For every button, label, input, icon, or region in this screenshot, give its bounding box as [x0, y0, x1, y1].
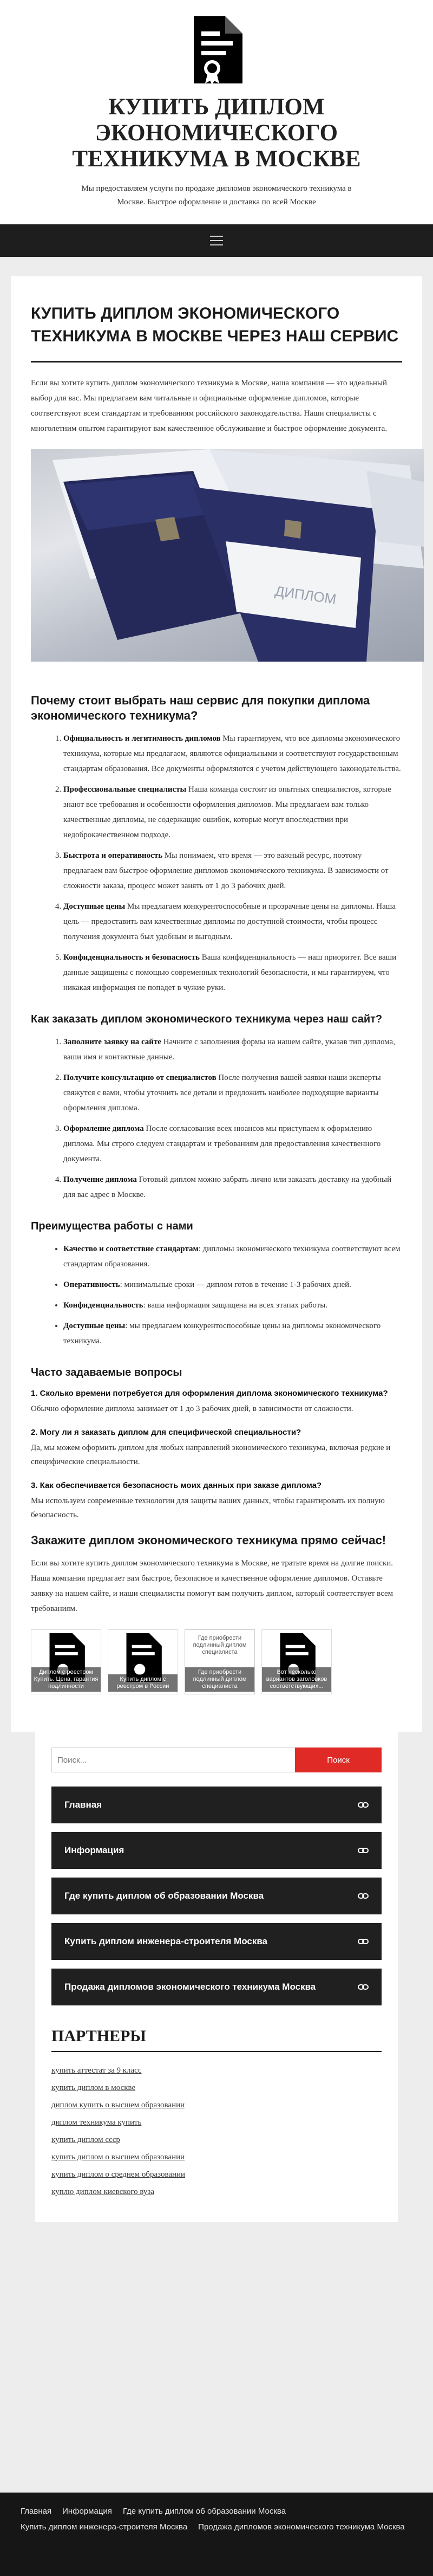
footer-nav — [21, 2507, 412, 2532]
list-item — [51, 2096, 382, 2114]
partner-link[interactable]: диплом техникума купить — [51, 2118, 142, 2127]
list-item: • Конфиденциальность: ваша информация защищена на всех этапах работы. — [63, 1298, 402, 1313]
partner-link[interactable]: купить аттестат за 9 класс — [51, 2066, 142, 2075]
faq-question: 1. Сколько времени потребуется для оформления диплома экономического техникума? — [31, 1389, 388, 1398]
sidebar — [35, 1732, 398, 2222]
list-item — [51, 2183, 382, 2200]
search-button[interactable]: Поиск — [295, 1747, 382, 1772]
card-caption: Купить диплом с реестром в России — [108, 1674, 178, 1692]
search-input[interactable] — [51, 1747, 295, 1772]
list-item: 1. Заполните заявку на сайте Начните с заполнения формы на нашем сайте, указав тип диплома, ваши имя и контактные данные. — [63, 1034, 402, 1065]
list-item: 4. Доступные цены Мы предлагаем конкурентоспособные и прозрачные цены на дипломы. Наша цель — предоставить вам качественные дипломы по доступной стоимости, чтобы процесс получения документа был удобным и выгодным. — [63, 899, 402, 944]
sidebar-item-info[interactable] — [51, 1832, 382, 1869]
faq-question: 3. Как обеспечивается безопасность моих данных при заказе диплома? — [31, 1481, 322, 1490]
sidebar-item-label: Информация — [64, 1845, 124, 1855]
search-form — [51, 1747, 382, 1772]
related-cards — [31, 1629, 402, 1694]
list-item — [51, 2114, 382, 2131]
faq-heading: Часто задаваемые вопросы — [31, 1367, 182, 1378]
link-icon — [358, 1984, 369, 1990]
menu-toggle-icon[interactable] — [210, 236, 223, 245]
list-item — [51, 2079, 382, 2096]
order-list — [31, 1034, 402, 1202]
footer-link-where-to-buy[interactable]: Где купить диплом об образовании Москва — [122, 2507, 286, 2516]
partner-link[interactable]: куплю диплом киевского вуза — [51, 2187, 155, 2196]
title-divider — [31, 361, 402, 363]
card-caption: Где приобрести подлинный диплом специалиста — [193, 1635, 247, 1655]
benefits-list — [31, 1241, 402, 1349]
partners-title: ПАРТНЕРЫ — [51, 2027, 146, 2045]
faq-answer: Да, мы можем оформить диплом для любых направлений экономического техникума, включая редкие и специфические специальности. — [31, 1444, 391, 1466]
site-description: Мы предоставляем услуги по продаже дипломов экономического техникума в Москве. Быстрое оформление и доставка по всей Москве — [81, 184, 352, 206]
article-title: КУПИТЬ ДИПЛОМ ЭКОНОМИЧЕСКОГО ТЕХНИКУМА В МОСКВЕ ЧЕРЕЗ НАШ СЕРВИС — [31, 305, 399, 345]
sidebar-item-engineer[interactable] — [51, 1923, 382, 1960]
list-item: 5. Конфиденциальность и безопасность Ваша конфиденциальность — наш приоритет. Все ваши данные защищены с помощью современных технологий безопасности, и мы гарантируем, что никакая информация не попадет в чужие руки. — [63, 950, 402, 995]
site-header — [0, 0, 433, 224]
faq-item — [31, 1480, 402, 1522]
list-item: 3. Оформление диплома После согласования всех нюансов мы приступаем к оформлению диплома. Мы строго следуем стандартам и требованиям для предоставления качественного документа. — [63, 1121, 402, 1167]
partner-link[interactable]: купить диплом о среднем образовании — [51, 2170, 186, 2179]
card-caption: Вот несколько вариантов заголовков соответствующих... — [262, 1667, 331, 1692]
list-item: 4. Получение диплома Готовый диплом можно забрать лично или заказать доставку на удобный для вас адрес в Москве. — [63, 1172, 402, 1202]
list-item: • Качество и соответствие стандартам: дипломы экономического техникума соответствуют всем стандартам образования. — [63, 1241, 402, 1272]
footer-link-engineer[interactable]: Купить диплом инженера-строителя Москва — [21, 2522, 188, 2532]
list-item — [51, 2148, 382, 2166]
related-card[interactable] — [31, 1629, 101, 1694]
faq-item — [31, 1388, 402, 1416]
sidebar-item-label: Купить диплом инженера-строителя Москва — [64, 1936, 268, 1946]
diploma-photo-illustration — [31, 449, 424, 662]
link-icon — [358, 1938, 369, 1945]
content-wrap — [0, 257, 433, 2222]
sidebar-item-home[interactable] — [51, 1787, 382, 1823]
partner-link[interactable]: купить диплом ссср — [51, 2135, 120, 2144]
list-item: 1. Официальность и легитимность дипломов Мы гарантируем, что все дипломы экономического техникума, которые мы предлагаем, являются официальными и соответствуют государственным стандартам образования. Все документы оформляются с учетом действующего законодательства. — [63, 731, 402, 776]
link-icon — [358, 1802, 369, 1808]
faq-question: 2. Могу ли я заказать диплом для специфической специальности? — [31, 1428, 301, 1437]
list-item: • Оперативность: минимальные сроки — диплом готов в течение 1-3 рабочих дней. — [63, 1277, 402, 1292]
hero-diploma-photo — [31, 449, 424, 662]
benefits-heading: Преимущества работы с нами — [31, 1220, 193, 1232]
why-heading: Почему стоит выбрать наш сервис для покупки диплома экономического техникума? — [31, 694, 370, 722]
sidebar-item-label: Продажа дипломов экономического техникума Москва — [64, 1982, 316, 1992]
site-footer — [0, 2493, 433, 2576]
faq-answer: Мы используем современные технологии для защиты ваших данных, чтобы гарантировать их полную безопасность. — [31, 1497, 385, 1519]
footer-link-info[interactable]: Информация — [62, 2507, 112, 2516]
svg-text:ДИПЛОМ: ДИПЛОМ — [274, 582, 338, 607]
list-item: 2. Профессиональные специалисты Наша команда состоит из опытных специалистов, которые знают все требования и особенности оформления дипломов. Мы предлагаем вам только качественные дипломы, не содержащие ошибок, которые могут впоследствии при недоброкачественном подходе. — [63, 782, 402, 843]
partners-divider — [51, 2051, 382, 2052]
sidebar-item-label: Где купить диплом об образовании Москва — [64, 1891, 264, 1901]
faq-item — [31, 1427, 402, 1469]
partner-link[interactable]: купить диплом о высшем образовании — [51, 2153, 185, 2161]
list-item — [51, 2166, 382, 2183]
nav-bar — [0, 224, 433, 257]
list-item: 2. Получите консультацию от специалистов После получения вашей заявки наши эксперты свяжутся с вами, чтобы уточнить все детали и предложить наиболее подходящие варианты оформления диплома. — [63, 1070, 402, 1116]
list-item: 3. Быстрота и оперативность Мы понимаем, что время — это важный ресурс, поэтому предлагаем вам быстрое оформление дипломов экономического техникума. В зависимости от сложности заказа, процесс может занять от 1 до 3 рабочих дней. — [63, 848, 402, 894]
partner-link[interactable]: купить диплом в москве — [51, 2083, 136, 2092]
link-icon — [358, 1847, 369, 1854]
related-card[interactable] — [108, 1629, 178, 1694]
why-list — [31, 731, 402, 995]
partners-list — [51, 2062, 382, 2200]
sidebar-item-where-to-buy[interactable] — [51, 1878, 382, 1914]
intro-paragraph: Если вы хотите купить диплом экономического техникума в Москве, наша компания — это идеальный выбор для вас. Мы предлагаем вам читальные и официальные оформление дипломов, которые соответствуют всем стандартам и требованиям российского законодательства. Наши специалисты с многолетним опытом гарантируют вам качественное обслуживание и быстрое оформление документа. — [31, 379, 388, 433]
sidebar-item-sales[interactable] — [51, 1969, 382, 2005]
footer-link-home[interactable]: Главная — [21, 2507, 52, 2516]
sidebar-item-label: Главная — [64, 1800, 102, 1810]
order-heading: Как заказать диплом экономического техникума через наш сайт? — [31, 1013, 383, 1025]
cta-paragraph: Если вы хотите купить диплом экономического техникума в Москве, не тратьте время на долгие поиски. Наша компания предлагает вам быстрое, безопасное и качественное оформление дипломов. Оставьте заявку на нашем сайте, и наши специалисты помогут вам получить диплом, который соответствует всем требованиям. — [31, 1559, 393, 1613]
certificate-logo-icon[interactable] — [191, 16, 242, 83]
link-icon — [358, 1893, 369, 1899]
site-title[interactable]: КУПИТЬ ДИПЛОМ ЭКОНОМИЧЕСКОГО ТЕХНИКУМА В МОСКВЕ — [72, 94, 361, 172]
related-card[interactable] — [261, 1629, 332, 1694]
card-caption: Диплом с реестром Купить. Цена, гарантия подлинности — [31, 1667, 101, 1692]
list-item: • Доступные цены: мы предлагаем конкурентоспособные цены на дипломы экономического техникума. — [63, 1318, 402, 1349]
partner-link[interactable]: диплом купить о высшем образовании — [51, 2101, 185, 2109]
cta-heading: Закажите диплом экономического техникума прямо сейчас! — [31, 1533, 386, 1547]
related-card[interactable] — [185, 1629, 255, 1694]
footer-link-sales[interactable]: Продажа дипломов экономического техникума Москва — [198, 2522, 405, 2532]
card-caption: Где приобрести подлинный диплом специалиста — [185, 1667, 254, 1692]
article — [11, 276, 422, 1732]
list-item — [51, 2131, 382, 2148]
list-item — [51, 2062, 382, 2079]
faq-answer: Обычно оформление диплома занимает от 1 до 3 рабочих дней, в зависимости от сложности. — [31, 1404, 353, 1413]
